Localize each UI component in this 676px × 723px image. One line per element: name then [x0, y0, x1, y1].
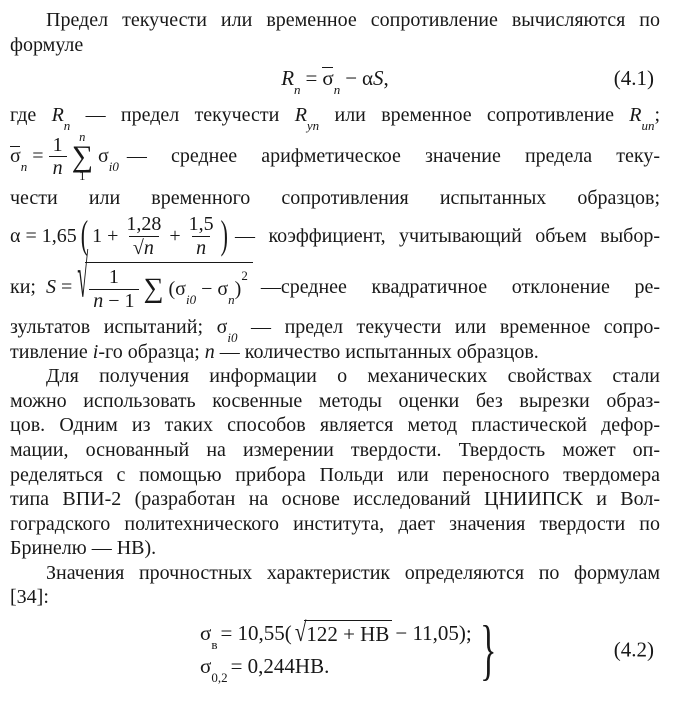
equation-number-4-1: (4.1)	[613, 66, 654, 91]
paragraph-2-line: типа ВПИ-2 (разработан на основе исследований ЦНИИПСК и Вол-	[10, 488, 660, 511]
sigma-symbol: σ	[200, 621, 212, 646]
radicand	[85, 262, 253, 312]
sigma-sum: ∑	[71, 140, 93, 174]
subscript	[21, 159, 28, 174]
sigma-i0	[216, 315, 238, 345]
fraction-1-over-n-1	[89, 266, 138, 312]
var-R-sub: n	[294, 82, 301, 98]
coefficient-value: 1,65	[41, 224, 77, 247]
comma: ,	[383, 66, 389, 91]
close-paren: )	[234, 277, 242, 300]
sigma-mean-description-2: чести или временного сопротивления испытанных образцов;	[10, 186, 660, 209]
var-Ryn	[294, 104, 320, 134]
std-dev-formula	[45, 245, 253, 312]
var-Rn	[51, 104, 71, 134]
text-run: -го образца;	[98, 340, 200, 363]
sigma-symbol: σ	[216, 315, 228, 338]
left-paren: (	[80, 211, 89, 258]
alpha-symbol: α	[362, 66, 374, 91]
right-brace: }	[479, 610, 497, 687]
denominator	[89, 289, 138, 312]
std-dev-description: —среднее квадратичное отклонение ре-	[260, 275, 660, 298]
text-run: тивление	[10, 340, 88, 363]
open-paren-sigma: (σ	[168, 277, 186, 300]
alpha-symbol: α	[10, 224, 21, 247]
squared-difference	[168, 267, 248, 307]
equation-tail: − 11,05);	[395, 621, 472, 646]
radical-sign: √	[132, 236, 144, 259]
denominator	[49, 156, 67, 179]
alpha-description: — коэффициент, учитывающий объем выбор-	[234, 224, 660, 247]
semicolon: ;	[654, 104, 661, 127]
subscript	[641, 118, 654, 133]
eq41-lhs	[281, 66, 301, 98]
subscript	[227, 330, 237, 345]
sigma-mean-line	[10, 131, 660, 183]
sum-upper-limit: n	[79, 129, 86, 144]
subscript	[186, 292, 196, 307]
std-dev-description-2	[10, 315, 661, 345]
equals-value: = 0,244НВ.	[230, 654, 330, 679]
subscript	[307, 118, 319, 133]
subscript: 0,2	[211, 670, 228, 686]
where-definition-line	[10, 103, 661, 134]
equals-coef: = 10,55(	[220, 621, 292, 646]
numerator: 1,5	[188, 213, 214, 236]
square-root	[77, 245, 253, 312]
minus-sign: −	[103, 289, 125, 312]
numerator: 1	[108, 266, 119, 289]
sigma-sub: n	[228, 291, 235, 307]
plus-sign: +	[169, 224, 181, 247]
summation-symbol	[72, 131, 93, 183]
std-dev-line	[10, 245, 660, 312]
var-Run	[629, 104, 661, 134]
var-R-sub: уп	[306, 118, 320, 134]
radical-sign: √	[77, 245, 89, 312]
sigma-sum: ∑	[143, 273, 164, 305]
sigma-sub: i0	[227, 329, 238, 345]
var-R: R	[629, 104, 642, 127]
equation-4-2	[200, 610, 660, 687]
sigma-bar-n	[322, 66, 341, 98]
one-plus: 1 +	[92, 224, 119, 247]
var-n: n	[204, 340, 215, 363]
var-n: n	[93, 289, 104, 312]
var-R: R	[294, 104, 307, 127]
paragraph-3-line-1: Значения прочностных характеристик определяются по формулам	[46, 561, 660, 584]
var-R: R	[281, 66, 295, 91]
subscript	[294, 82, 301, 97]
var-n: n	[196, 236, 207, 259]
var-R-sub: n	[63, 118, 71, 134]
equation-4-1-body	[281, 66, 389, 98]
var-S: S	[373, 66, 384, 91]
alpha-S-term	[362, 66, 389, 91]
minus-sigma: − σ	[196, 277, 229, 300]
text-run: — предел текучести или временное сопро-	[251, 315, 661, 338]
radicand	[143, 236, 155, 259]
right-paren: )	[220, 211, 228, 258]
equation-4-2-row-1	[200, 616, 472, 653]
text-run: или временное сопротивление	[334, 104, 614, 127]
reference-34: [34]:	[10, 586, 49, 609]
paragraph-2-line: цов. Одним из таких способов является метод пластической дефор-	[10, 414, 660, 437]
minus-sign: −	[345, 66, 358, 91]
equals-sign: =	[32, 145, 44, 168]
sigma-mean-description: — среднее арифметическое значение предела теку-	[126, 145, 660, 168]
denominator	[129, 236, 159, 259]
equation-4-2-row-2	[200, 654, 472, 686]
subscript	[109, 159, 119, 174]
sum-lower-limit: 1	[79, 169, 86, 184]
equals-sign: =	[25, 224, 37, 247]
sigma-02	[200, 654, 228, 686]
sigma-sub: n	[20, 159, 28, 175]
numerator: 1	[52, 133, 63, 156]
sigma-sub: i0	[108, 159, 119, 175]
sigma-i0	[97, 145, 119, 175]
var-R-sub: ип	[641, 118, 655, 134]
std-dev-description-3	[10, 340, 660, 365]
sigma-bar: σ	[10, 145, 21, 168]
sigma-bar-n	[10, 145, 28, 175]
sigma-symbol: σ	[97, 145, 109, 168]
radical-sign: √	[294, 616, 307, 648]
var-S: S	[45, 275, 56, 298]
paragraph-2-line: гоградского политехнического института, дает значения твердости по	[10, 512, 660, 535]
var-i-phrase	[93, 341, 200, 363]
alpha-formula	[10, 213, 227, 259]
sigma-sub: n	[333, 82, 341, 98]
fraction-128-over-sqrt-n	[123, 213, 164, 259]
numerator: 1,28	[126, 213, 162, 236]
sigma-sub: i0	[185, 291, 197, 307]
denominator	[192, 236, 210, 259]
var-i: i	[92, 340, 99, 363]
alpha-coefficient-line	[10, 213, 660, 259]
text-run: зультатов испытаний;	[10, 315, 204, 338]
square-root	[294, 616, 393, 648]
equals-sign: =	[60, 275, 73, 298]
subscript	[228, 292, 235, 307]
equation-4-1	[10, 66, 660, 98]
exponent-2: 2	[241, 267, 248, 283]
fraction-15-over-n	[186, 213, 217, 259]
text-run: — предел текучести	[85, 104, 280, 127]
paragraph-2-line: можно использовать косвенные методы оценки без вырезки образ-	[10, 389, 660, 412]
paragraph-1-line-2: формуле	[10, 33, 84, 56]
var-n: n	[143, 236, 154, 259]
subscript	[64, 118, 71, 133]
equation-4-2-body	[200, 616, 472, 686]
sigma-v	[200, 621, 218, 653]
number-one: 1	[124, 289, 135, 312]
var-n: n	[52, 157, 63, 180]
paragraph-2-line: мации, основанный на измерении твердости. Твердость может оп-	[10, 438, 660, 461]
paragraph-2-line: Для получения информации о механических свойствах стали	[46, 365, 660, 388]
radicand: 122 + НВ	[304, 620, 392, 647]
equals-sign: =	[305, 66, 318, 91]
var-R: R	[51, 104, 64, 127]
hyphenated-lead: ки;	[10, 275, 36, 298]
sigma-bar: σ	[322, 66, 334, 91]
fraction-1-over-n	[49, 134, 67, 180]
paragraph-2-line: Бринелю — НВ).	[10, 537, 157, 560]
sigma-mean-formula	[10, 131, 119, 183]
subscript	[334, 82, 341, 97]
paragraph-2-line: ределяться с помощью прибора Польди или переносного твердомера	[10, 463, 660, 486]
text-run: где	[10, 104, 37, 127]
subscript: в	[211, 637, 218, 653]
sigma-symbol: σ	[200, 654, 212, 679]
text-run: — количество испытанных образцов.	[219, 340, 539, 363]
equation-number-4-2: (4.2)	[613, 637, 654, 662]
paragraph-1-line-1: Предел текучести или временное сопротивление вычисляются по	[46, 9, 660, 31]
